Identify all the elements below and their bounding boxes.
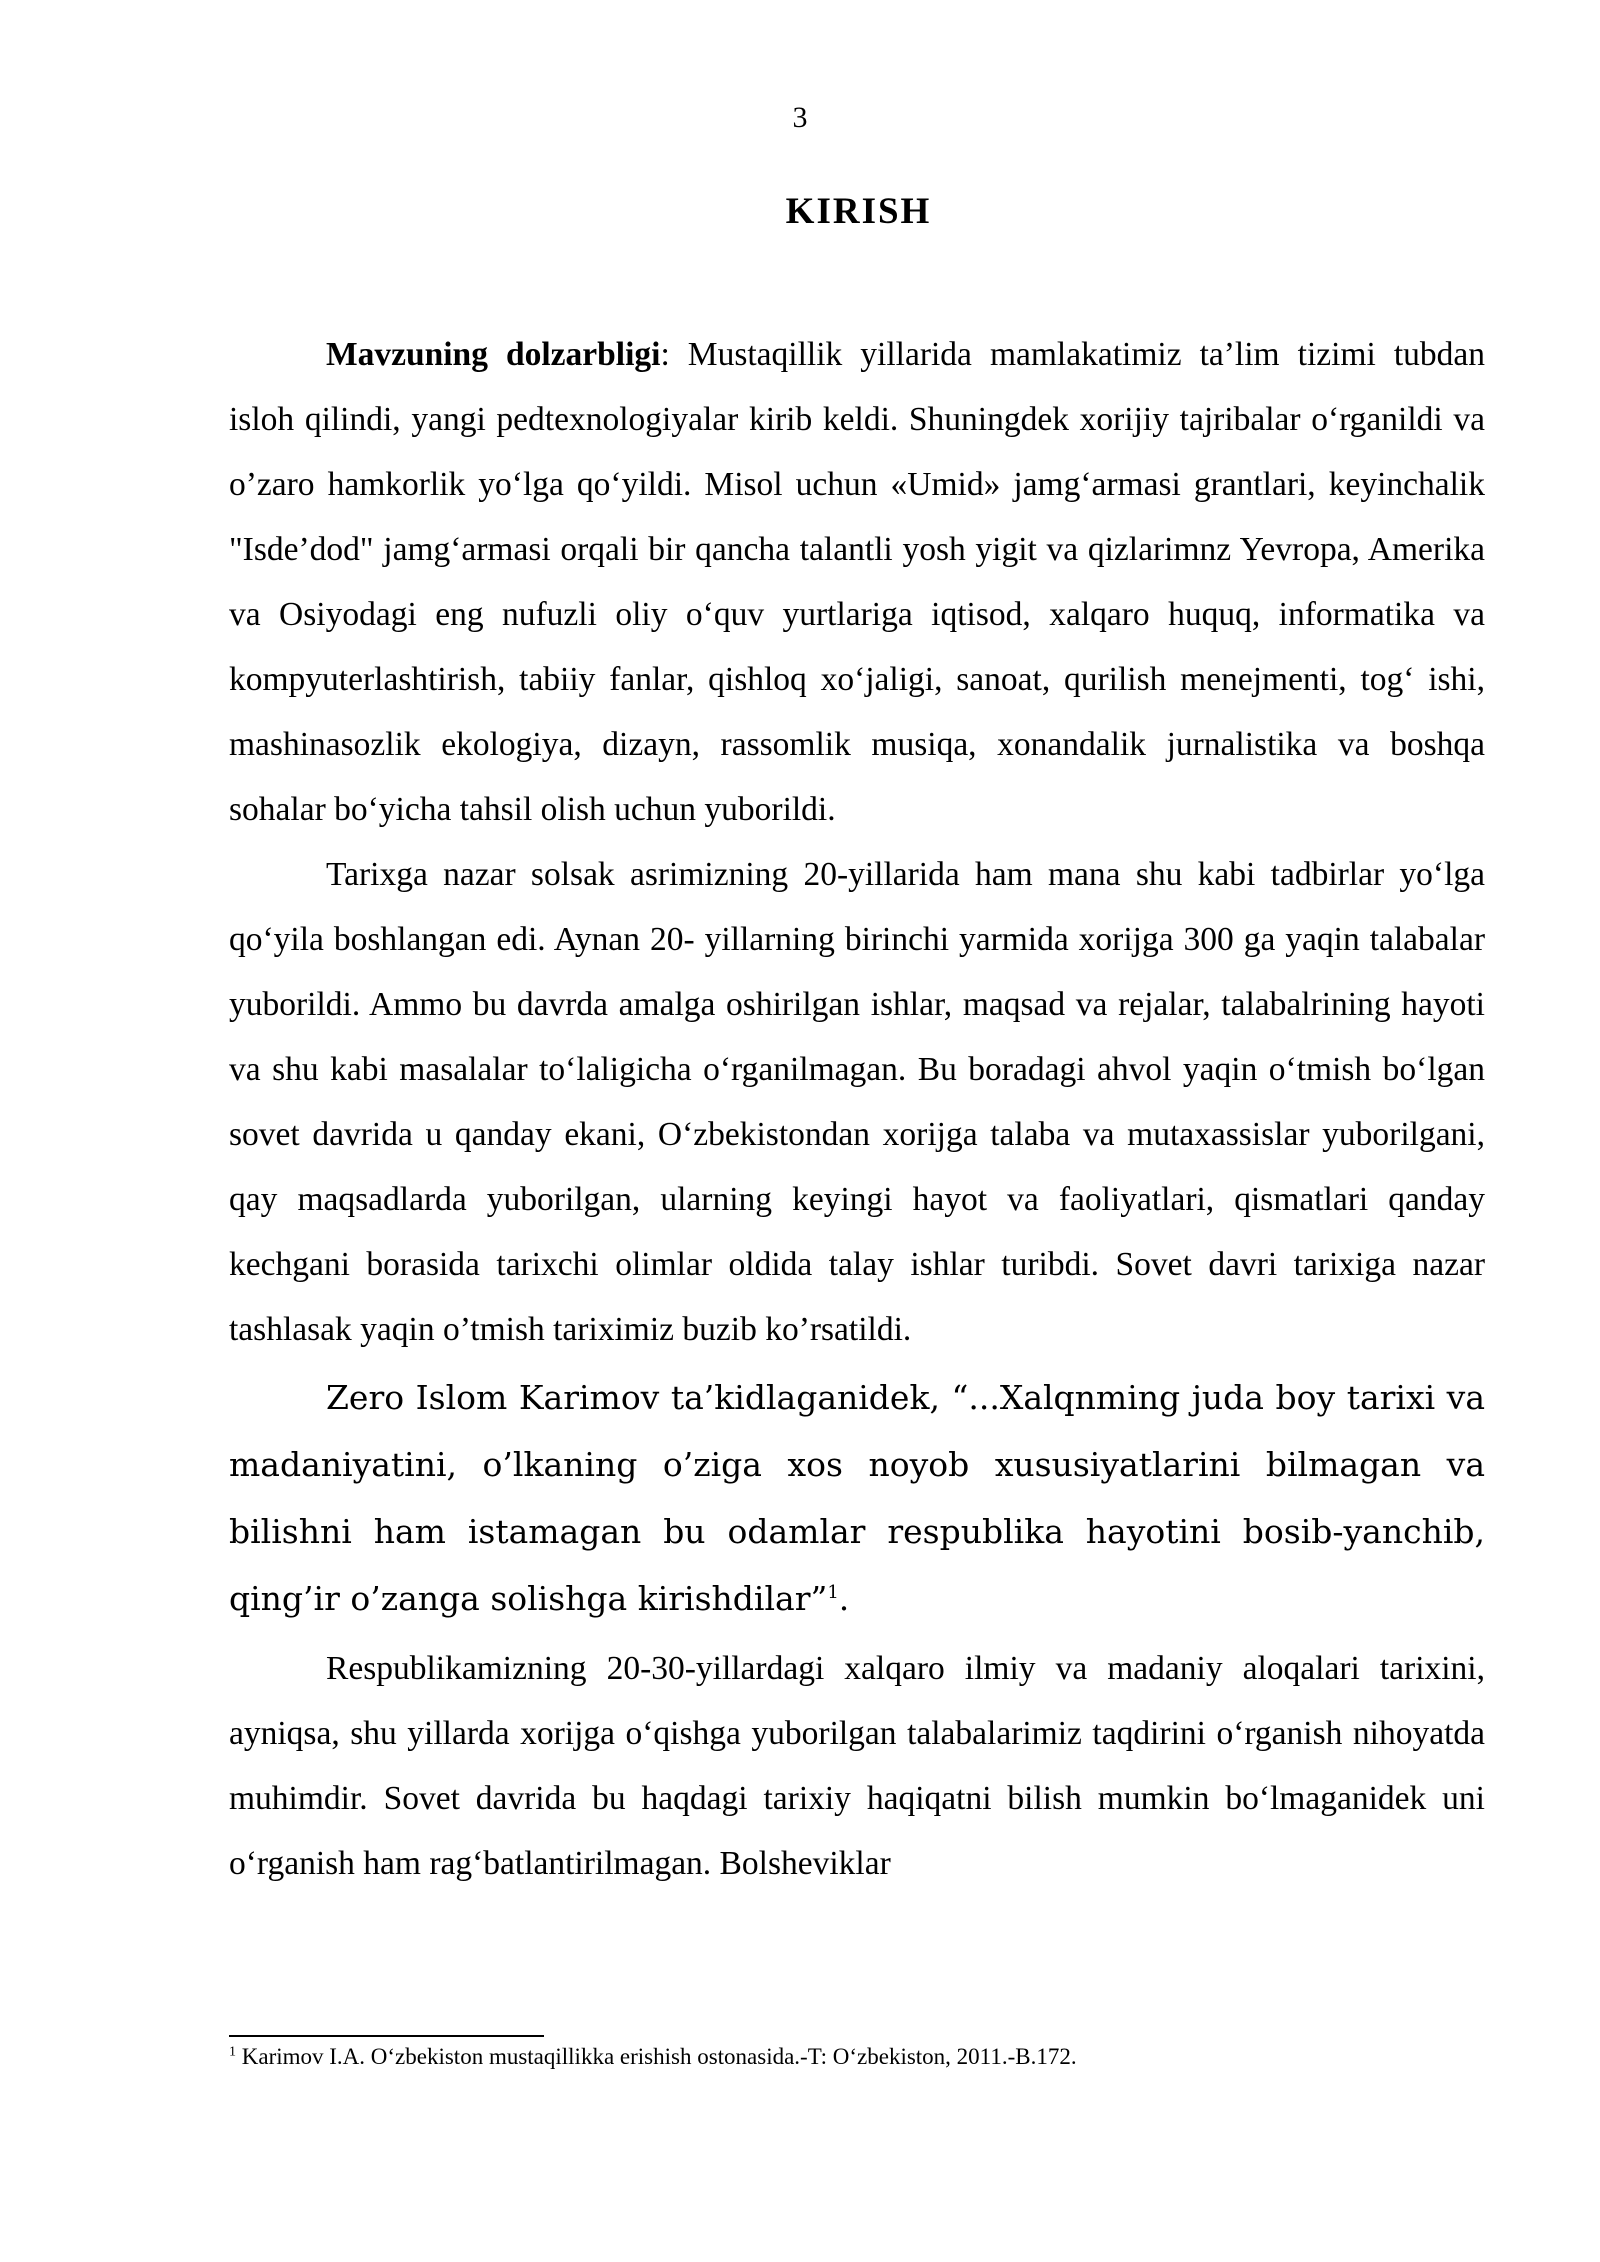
quote-end: . xyxy=(838,1579,850,1618)
footnote-text: Karimov I.A. O‘zbekiston mustaqillikka erishish ostonasida.-T: O‘zbekiston, 2011.-B.172. xyxy=(236,2044,1077,2069)
paragraph-relevance xyxy=(229,322,1485,842)
footnote-divider xyxy=(229,2035,544,2037)
quote-text: Zero Islom Karimov ta’kidlaganidek, “...Xalqnming juda boy tarixi va madaniyatini, o’lkaning o’ziga xos noyob xususiyatlarini bilmagan va bilishni ham istamagan bu odamlar respublika hayotini bosib-yanchib, qing’ir o’zanga solishga kirishdilar” xyxy=(229,1378,1485,1618)
section-heading: KIRISH xyxy=(785,191,932,232)
paragraph-history: Tarixga nazar solsak asrimizning 20-yillarida ham mana shu kabi tadbirlar yo‘lga qo‘yila boshlangan edi. Aynan 20- yillarning birinchi yarmida xorijga 300 ga yaqin talabalar yuborildi. Ammo bu davrda amalga oshirilgan ishlar, maqsad va rejalar, talabalrining hayoti va shu kabi masalalar to‘laligicha o‘rganilmagan. Bu boradagi ahvol yaqin o‘tmish bo‘lgan sovet davrida u qanday ekani, O‘zbekistondan xorijga talaba va mutaxassislar yuborilgani, qay maqsadlarda yuborilgan, ularning keyingi hayot va faoliyatlari, qismatlari qanday kechgani borasida tarixchi olimlar oldida talay ishlar turibdi. Sovet davri tarixiga nazar tashlasak yaqin o’tmish tariximiz buzib ko’rsatildi. xyxy=(229,856,1485,1348)
page-number: 3 xyxy=(792,101,808,134)
paragraph-quote xyxy=(229,1364,1485,1632)
relevance-lead: Mavzuning dolzarbligi xyxy=(326,336,661,373)
body-text xyxy=(229,322,1485,1896)
footnote xyxy=(229,2042,1485,2072)
footnote-marker: 1 xyxy=(229,2044,236,2060)
relevance-colon: : xyxy=(660,336,670,373)
footnote-reference[interactable]: 1 xyxy=(827,1582,839,1603)
paragraph-relations: Respublikamizning 20-30-yillardagi xalqaro ilmiy va madaniy aloqalari tarixini, ayniqsa, shu yillarda xorijga o‘qishga yuborilgan talabalarimiz taqdirini o‘rganish nihoyatda muhimdir. Sovet davrida bu haqdagi tarixiy haqiqatni bilish mumkin bo‘lmaganidek uni o‘rganish ham rag‘batlantirilmagan. Bolsheviklar xyxy=(229,1650,1485,1882)
relevance-text: Mustaqillik yillarida mamlakatimiz ta’lim tizimi tubdan isloh qilindi, yangi pedtexnologiyalar kirib keldi. Shuningdek xorijiy tajribalar o‘rganildi va o’zaro hamkorlik yo‘lga qo‘yildi. Misol uchun «Umid» jamg‘armasi grantlari, keyinchalik "Isde’dod" jamg‘armasi orqali bir qancha talantli yosh yigit va qizlarimnz Yevropa, Amerika va Osiyodagi eng nufuzli oliy o‘quv yurtlariga iqtisod, xalqaro huquq, informatika va kompyuterlashtirish, tabiiy fanlar, qishloq xo‘jaligi, sanoat, qurilish menejmenti, tog‘ ishi, mashinasozlik ekologiya, dizayn, rassomlik musiqa, xonandalik jurnalistika va boshqa sohalar bo‘yicha tahsil olish uchun yuborildi. xyxy=(229,336,1485,828)
